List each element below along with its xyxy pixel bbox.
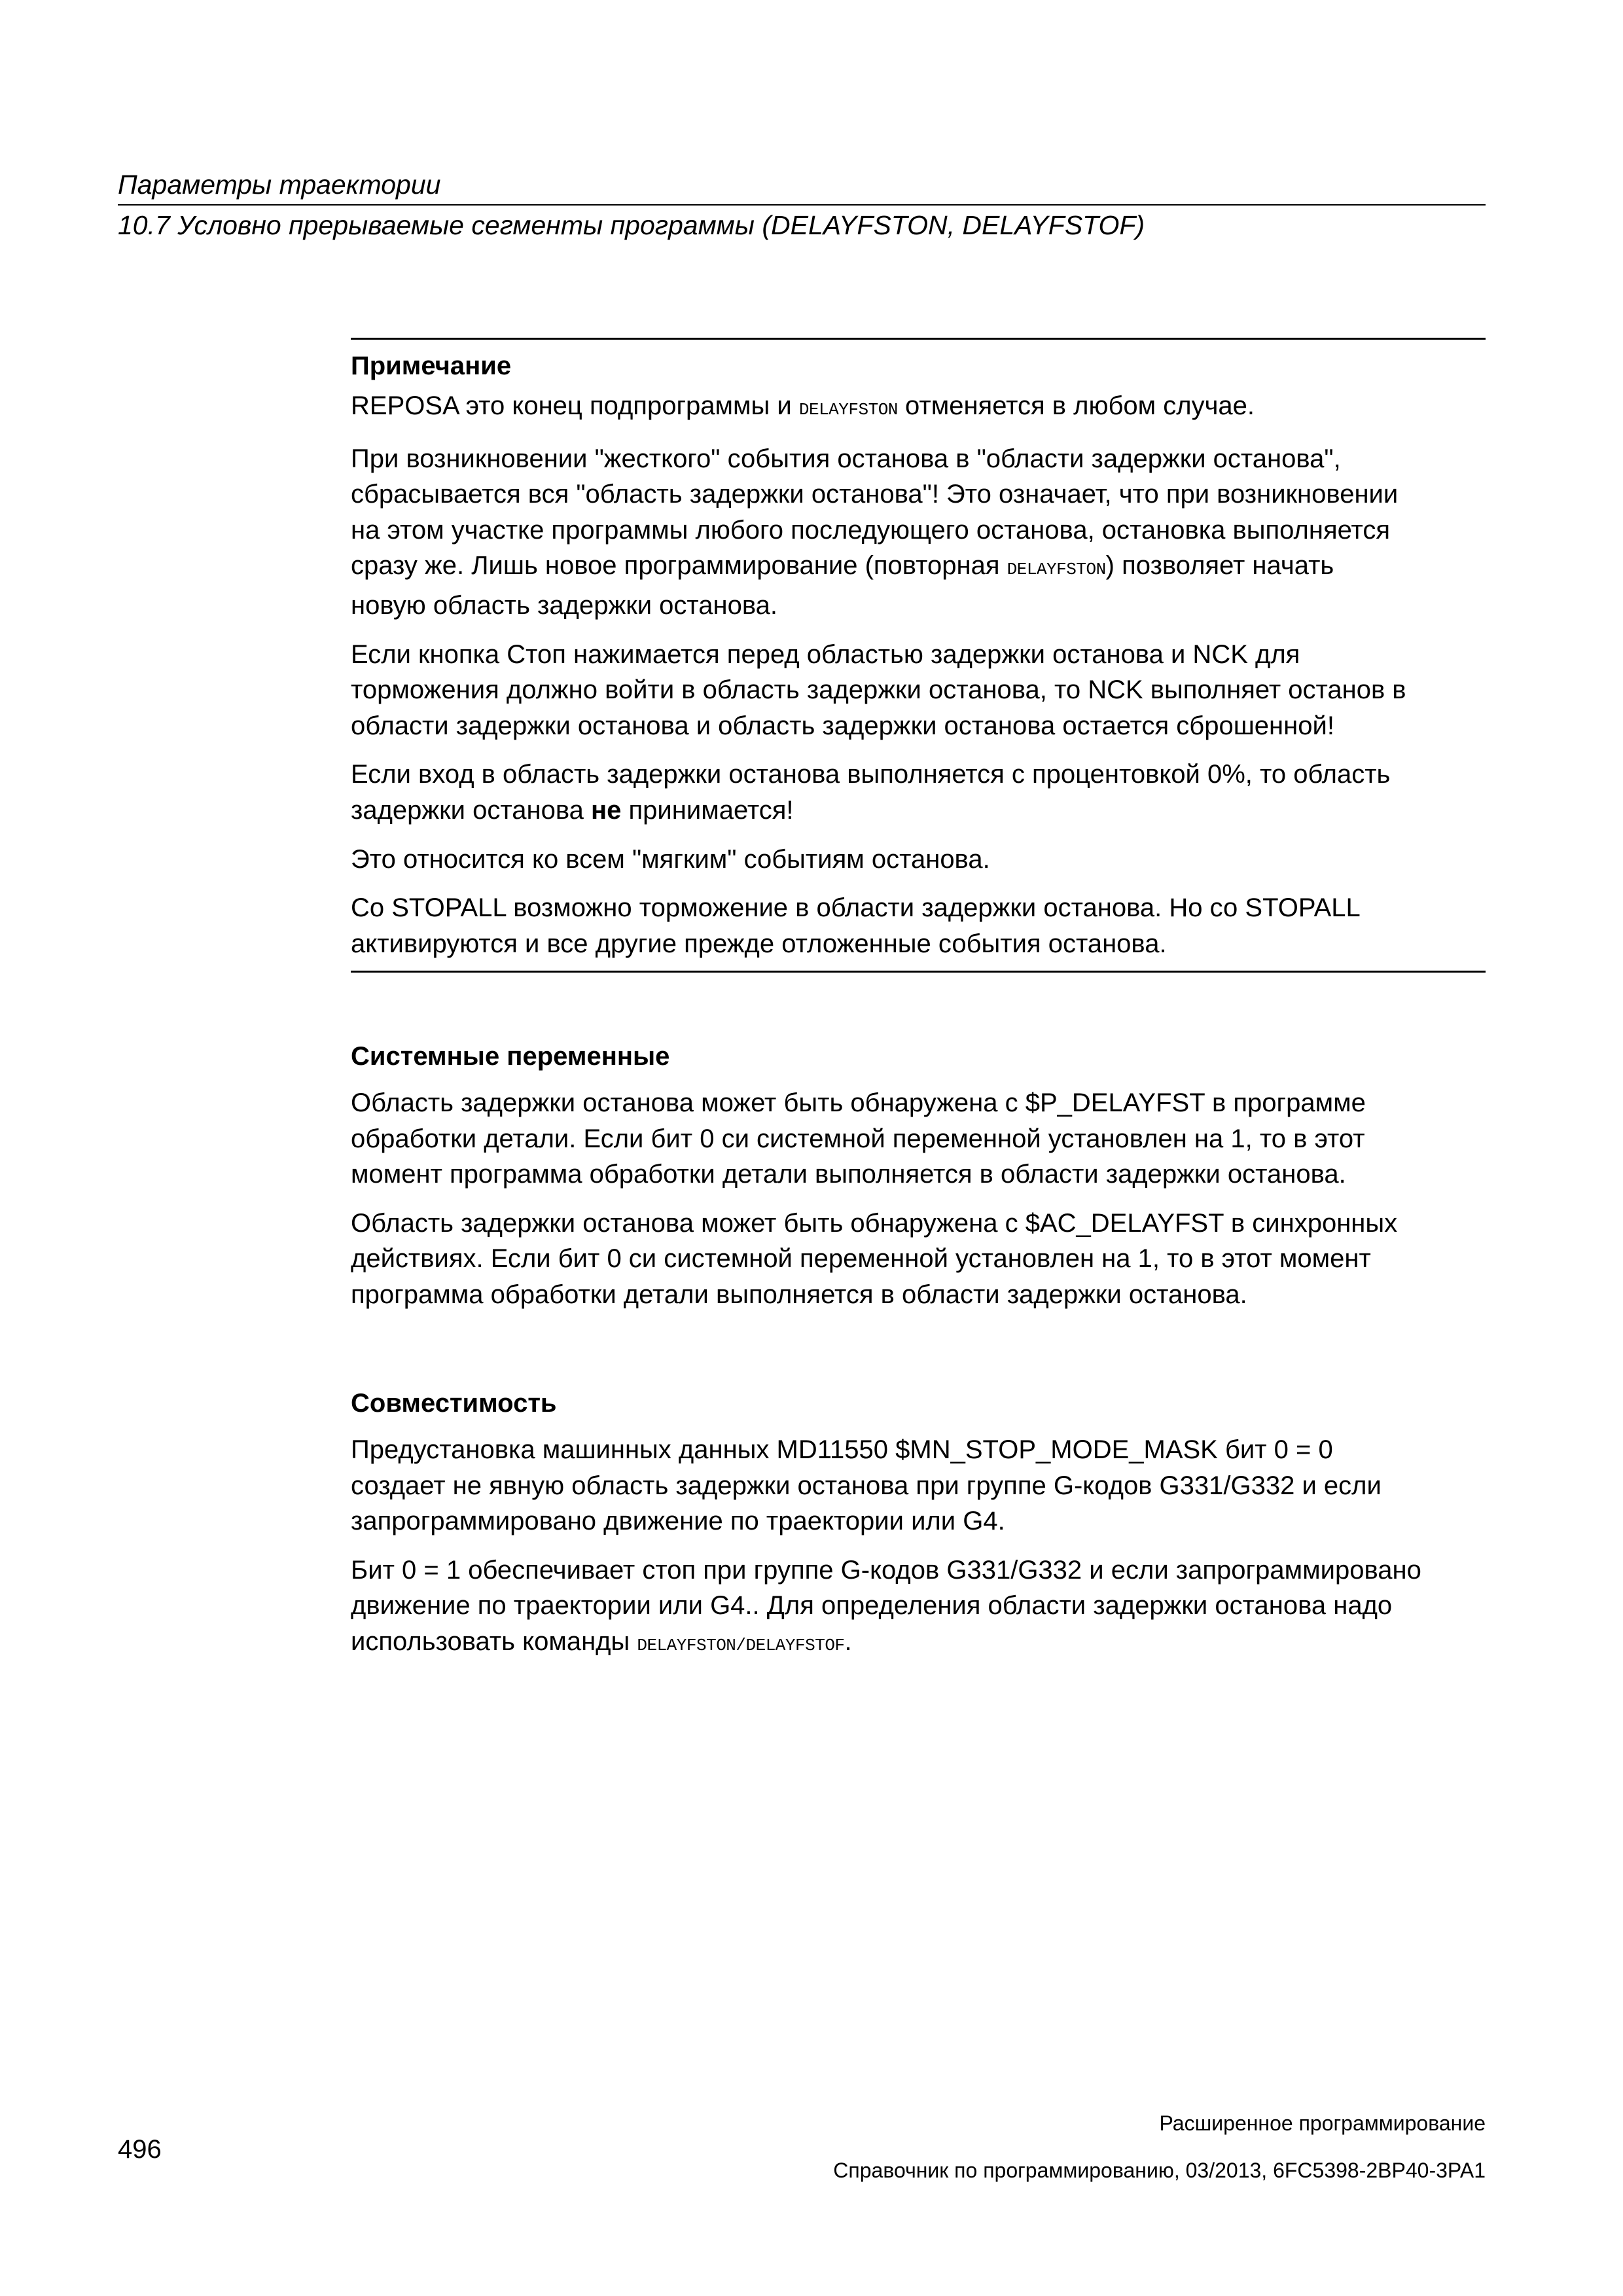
text-line: активируются и все другие прежде отложенные события останова. — [351, 929, 1167, 958]
text-line: Если вход в область задержки останова выполняется с процентовкой 0%, то область — [351, 760, 1391, 789]
system-variables-section — [351, 1039, 1486, 1313]
text-line: сбрасывается вся "область задержки останова"! Это означает, что при возникновении — [351, 480, 1399, 509]
header-rule — [118, 204, 1486, 206]
compatibility-title: Совместимость — [351, 1389, 557, 1418]
note-paragraph-override-zero — [351, 757, 1486, 828]
text-line: Бит 0 = 1 обеспечивает стоп при группе G-кодов G331/G332 и если запрограммировано — [351, 1555, 1421, 1585]
text-line: запрограммировано движение по траектории или G4. — [351, 1507, 1005, 1536]
text-run: принимается! — [621, 795, 794, 825]
text-line: Со STOPALL возможно торможение в области задержки останова. Но со STOPALL — [351, 893, 1361, 923]
system-variables-paragraph-p — [351, 1085, 1486, 1193]
note-paragraph-stop-button — [351, 637, 1486, 744]
text-run: отменяется в любом случае. — [897, 391, 1255, 420]
text-line: программа обработки детали выполняется в области задержки останова. — [351, 1280, 1247, 1309]
system-variables-paragraph-ac — [351, 1206, 1486, 1313]
chapter-title: Параметры траектории — [118, 170, 441, 200]
note-box — [351, 338, 1486, 973]
text-line: торможения должно войти в область задержки останова, то NCK выполняет останов в — [351, 675, 1406, 705]
text-line: новую область задержки останова. — [351, 590, 778, 620]
emphasis-text: не — [591, 795, 622, 825]
note-paragraph-stopall — [351, 890, 1486, 961]
note-paragraph-hard-stop — [351, 441, 1486, 624]
compatibility-section — [351, 1386, 1486, 1664]
text-line: на этом участке программы любого последующего останова, остановка выполняется — [351, 515, 1391, 545]
system-variables-title: Системные переменные — [351, 1042, 670, 1071]
text-line — [351, 1624, 1486, 1664]
text-run: использовать команды — [351, 1626, 637, 1656]
document-reference: Справочник по программированию, 03/2013, 6FC5398-2BP40-3PA1 — [833, 2159, 1486, 2182]
running-header — [118, 166, 1486, 243]
text-line: момент программа обработки детали выполняется в области задержки останова. — [351, 1160, 1346, 1189]
text-line: создает не явную область задержки останова при группе G-кодов G331/G332 и если — [351, 1471, 1382, 1500]
text-run: задержки останова — [351, 795, 591, 825]
code-delayfston: DELAYFSTON — [798, 400, 898, 420]
section-title: 10.7 Условно прерываемые сегменты программы (DELAYFSTON, DELAYFSTOF) — [118, 210, 1145, 240]
code-delayfston: DELAYFSTON — [1007, 560, 1106, 580]
code-delayfston-delayfstof: DELAYFSTON/DELAYFSTOF — [637, 1635, 845, 1655]
text-line: области задержки останова и область задержки останова остается сброшенной! — [351, 711, 1334, 740]
note-paragraph-soft-events — [351, 842, 1486, 878]
page-number: 496 — [118, 2135, 162, 2164]
note-title: Примечание — [351, 351, 512, 380]
text-line — [351, 548, 1486, 588]
text-run: . — [844, 1626, 852, 1656]
note-paragraph-reposa — [351, 388, 1486, 428]
text-line: Область задержки останова может быть обнаружена с $P_DELAYFST в программе — [351, 1088, 1366, 1117]
text-line: Если кнопка Стоп нажимается перед областью задержки останова и NCK для — [351, 639, 1300, 669]
text-run: ) позволяет начать — [1105, 551, 1334, 581]
compatibility-paragraph-bit — [351, 1552, 1486, 1664]
text-line: Это относится ко всем "мягким" событиям останова. — [351, 844, 990, 874]
text-run: REPOSA это конец подпрограммы и — [351, 391, 799, 420]
text-line: обработки детали. Если бит 0 си системной переменной установлен на 1, то в этот — [351, 1124, 1365, 1153]
text-line: Область задержки останова может быть обнаружена с $AC_DELAYFST в синхронных — [351, 1208, 1398, 1238]
text-line: При возникновении "жесткого" события останова в "области задержки останова", — [351, 444, 1341, 473]
text-line: Предустановка машинных данных MD11550 $MN_STOP_MODE_MASK бит 0 = 0 — [351, 1435, 1333, 1464]
text-line — [351, 793, 1486, 829]
text-run: сразу же. Лишь новое программирование (повторная — [351, 551, 1007, 581]
footer-info — [833, 2100, 1486, 2194]
compatibility-paragraph-md — [351, 1432, 1486, 1539]
book-title: Расширенное программирование — [1159, 2111, 1486, 2135]
text-line: движение по траектории или G4.. Для определения области задержки останова надо — [351, 1591, 1393, 1621]
text-line: действиях. Если бит 0 си системной переменной установлен на 1, то в этот момент — [351, 1244, 1371, 1274]
